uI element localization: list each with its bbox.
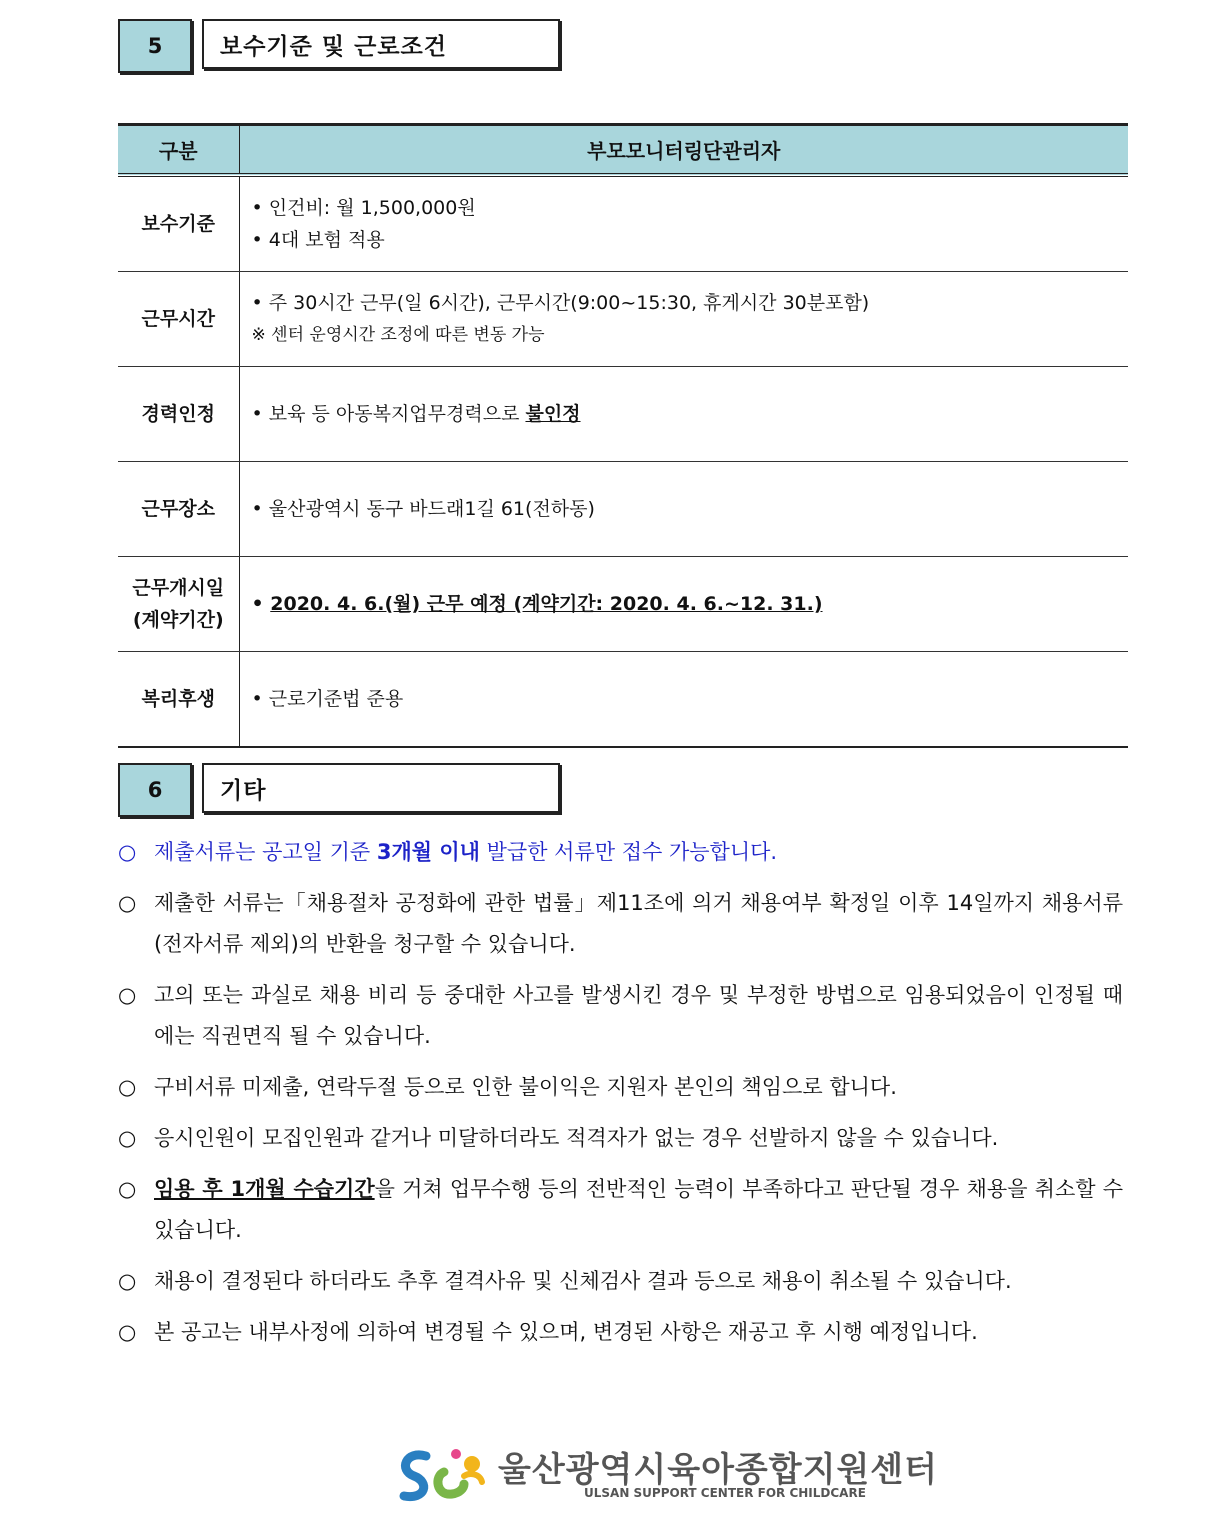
work-hours-note: ※ 센터 운영시간 조정에 따른 변동 가능 <box>251 325 545 345</box>
row-label: 보수기준 <box>118 175 239 272</box>
notice-text: 응시인원이 모집인원과 같거나 미달하더라도 적격자가 없는 경우 선발하지 않을 수 있습니다. <box>154 1126 999 1150</box>
row-label: 근무장소 <box>118 462 239 557</box>
work-hours-line: • 주 30시간 근무(일 6시간), 근무시간(9:00~15:30, 휴게시간 30분포함) <box>251 292 870 314</box>
circle-bullet: ○ <box>118 1075 137 1099</box>
table-row <box>118 272 1128 367</box>
table-row <box>118 175 1128 272</box>
header-category: 구분 <box>118 125 239 176</box>
table-row <box>118 557 1128 652</box>
table-row <box>118 462 1128 557</box>
notice-text: 발급한 서류만 접수 가능합니다. <box>479 840 778 864</box>
circle-bullet: ○ <box>118 1177 137 1201</box>
career-emphasis: 불인정 <box>525 403 581 425</box>
section-title: 보수기준 및 근로조건 <box>202 19 560 69</box>
notice-text: 본 공고는 내부사정에 의하여 변경될 수 있으며, 변경된 사항은 재공고 후 시행 예정입니다. <box>154 1320 978 1344</box>
section-number: 5 <box>118 19 192 73</box>
list-item <box>118 1067 1123 1108</box>
circle-bullet: ○ <box>118 983 137 1007</box>
notice-text: 제출서류는 공고일 기준 <box>154 840 377 864</box>
list-item <box>118 975 1123 1057</box>
list-item <box>118 1261 1123 1302</box>
list-item <box>118 883 1123 965</box>
list-item <box>118 1169 1123 1251</box>
circle-bullet: ○ <box>118 840 137 864</box>
list-item <box>118 832 1123 873</box>
notice-emphasis: 임용 후 1개월 수습기간 <box>154 1177 375 1201</box>
row-label: 경력인정 <box>118 367 239 462</box>
conditions-table <box>118 123 1128 748</box>
career-text: • 보육 등 아동복지업무경력으로 <box>251 403 526 425</box>
row-value <box>239 367 1128 462</box>
list-item <box>118 1118 1123 1159</box>
contract-period-label: (계약기간) <box>132 609 224 631</box>
list-item <box>118 1312 1123 1353</box>
notice-text: 고의 또는 과실로 채용 비리 등 중대한 사고를 발생시킨 경우 및 부정한 방법으로 임용되었음이 인정될 때에는 직권면직 될 수 있습니다. <box>154 983 1123 1048</box>
notice-text: 구비서류 미제출, 연락두절 등으로 인한 불이익은 지원자 본인의 책임으로 합니다. <box>154 1075 897 1099</box>
circle-bullet: ○ <box>118 891 137 915</box>
notice-emphasis: 3개월 이내 <box>376 840 480 864</box>
circle-bullet: ○ <box>118 1126 137 1150</box>
row-label: 복리후생 <box>118 652 239 748</box>
logo-mark-icon <box>396 1442 492 1508</box>
notice-text: 을 거쳐 업무수행 등의 전반적인 능력이 부족하다고 판단될 경우 채용을 취소할 수 있습니다. <box>154 1177 1123 1242</box>
circle-bullet: ○ <box>118 1320 137 1344</box>
section-title: 기타 <box>202 763 560 813</box>
org-name-en: ULSAN SUPPORT CENTER FOR CHILDCARE <box>584 1486 866 1500</box>
circle-bullet: ○ <box>118 1269 137 1293</box>
header-position: 부모모니터링단관리자 <box>239 125 1128 176</box>
table-row <box>118 652 1128 748</box>
row-label <box>118 557 239 652</box>
salary-line: • 인건비: 월 1,500,000원 <box>251 197 476 219</box>
notice-text: 채용이 결정된다 하더라도 추후 결격사유 및 신체검사 결과 등으로 채용이 취소될 수 있습니다. <box>154 1269 1012 1293</box>
row-value <box>239 175 1128 272</box>
start-date-value: 2020. 4. 6.(월) 근무 예정 (계약기간: 2020. 4. 6.~12. 31.) <box>270 593 823 615</box>
start-date-label: 근무개시일 <box>132 577 225 599</box>
row-value <box>239 557 1128 652</box>
row-value: • 울산광역시 동구 바드래1길 61(전하동) <box>239 462 1128 557</box>
org-logo <box>396 1442 938 1512</box>
notice-list <box>118 832 1123 1363</box>
org-name: 울산광역시육아종합지원센터 <box>498 1450 938 1490</box>
row-value <box>239 272 1128 367</box>
bullet: • <box>251 593 271 615</box>
row-label: 근무시간 <box>118 272 239 367</box>
notice-text: 제출한 서류는「채용절차 공정화에 관한 법률」제11조에 의거 채용여부 확정일 이후 14일까지 채용서류(전자서류 제외)의 반환을 청구할 수 있습니다. <box>154 891 1123 956</box>
section-number: 6 <box>118 763 192 817</box>
insurance-line: • 4대 보험 적용 <box>251 229 385 251</box>
table-row <box>118 367 1128 462</box>
row-value: • 근로기준법 준용 <box>239 652 1128 748</box>
table-header-row <box>118 125 1128 176</box>
